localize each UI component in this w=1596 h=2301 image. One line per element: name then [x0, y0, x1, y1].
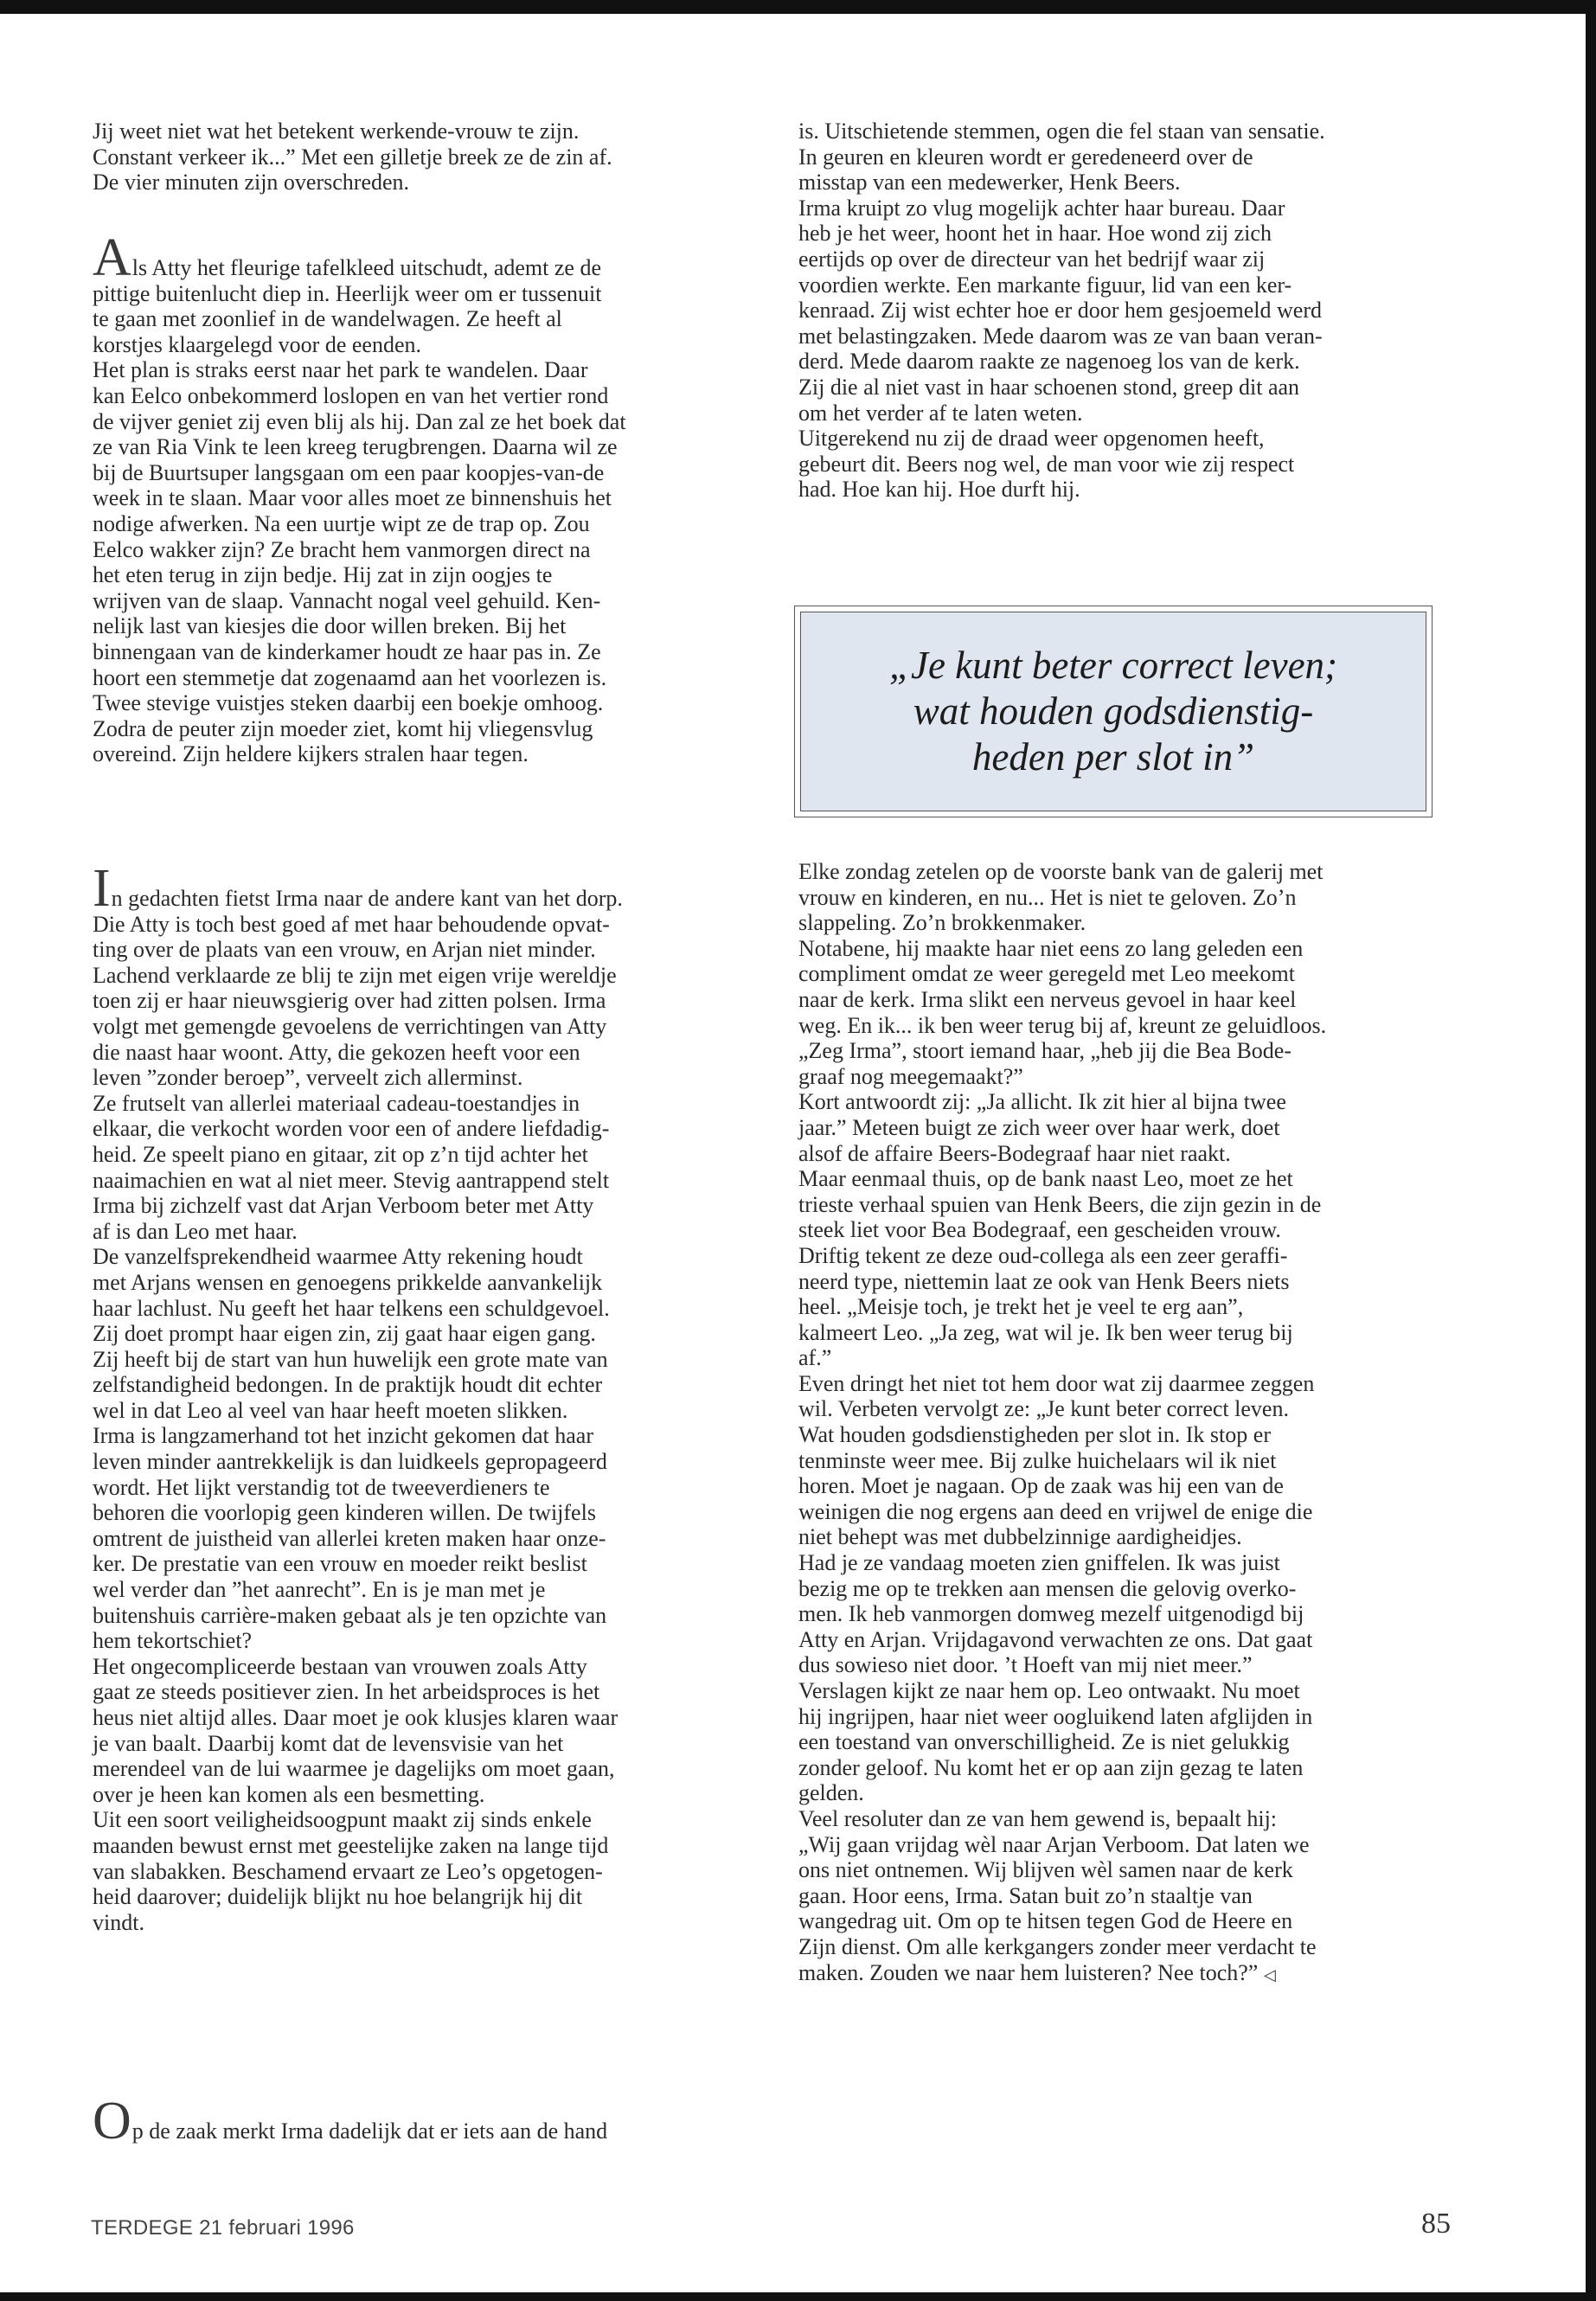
text-line: heid. Ze speelt piano en gitaar, zit op z’n tijd achter het	[93, 1141, 588, 1167]
text-line: eertijds op over de directeur van het bedrijf waar zij	[798, 246, 1266, 272]
text-line: compliment omdat ze weer geregeld met Leo meekomt	[798, 961, 1295, 987]
text-line: hoort een stemmetje dat zogenaamd aan het voorlezen is.	[93, 664, 607, 690]
dropcap-o: O	[93, 2092, 131, 2150]
text-line: Uit een soort veiligheidsoogpunt maakt zij sinds enkele	[93, 1807, 592, 1833]
text-line: Irma bij zichzelf vast dat Arjan Verboom beter met Atty	[93, 1193, 594, 1219]
text-line: zelfstandigheid bedongen. In de praktijk houdt dit echter	[93, 1372, 603, 1398]
section-irma-lines	[93, 912, 776, 1936]
text-line: Ze frutselt van allerlei materiaal cadeau-toestandjes in	[93, 1090, 580, 1116]
right-column-top	[798, 119, 1443, 503]
text-line: niet behept was met dubbelzinnige aardigheidjes.	[798, 1524, 1242, 1550]
text-line: Eelco wakker zijn? Ze bracht hem vanmorgen direct na	[93, 536, 591, 562]
text-line: Zij die al niet vast in haar schoenen stond, greep dit aan	[798, 374, 1300, 400]
text-line: wordt. Het lijkt verstandig tot de tweeverdieners te	[93, 1474, 550, 1500]
text-line: om het verder af te laten weten.	[798, 400, 1083, 426]
text-line: kalmeert Leo. „Ja zeg, wat wil je. Ik ben weer terug bij	[798, 1319, 1293, 1345]
text-line: ls Atty het fleurige tafelkleed uitschudt, ademt ze de	[131, 255, 601, 280]
text-line: Zijn dienst. Om alle kerkgangers zonder meer verdacht te	[798, 1933, 1317, 1959]
text-line: Lachend verklaarde ze blij te zijn met eigen vrije wereldje	[93, 962, 617, 988]
end-mark-icon: ◁	[1263, 1965, 1276, 1984]
text-line: kan Eelco onbekommerd loslopen en van het vertier rond	[93, 382, 609, 408]
text-line: zonder geloof. Nu komt het er op aan zijn gezag te laten	[798, 1754, 1304, 1780]
text-line: Irma kruipt zo vlug mogelijk achter haar bureau. Daar	[798, 195, 1285, 221]
text-line: had. Hoe kan hij. Hoe durft hij.	[798, 477, 1080, 503]
pull-quote-inner	[800, 612, 1426, 811]
dropcap-a: A	[93, 228, 131, 287]
text-line: te gaan met zoonlief in de wandelwagen. Ze heeft al	[93, 306, 562, 332]
section-first-line	[93, 228, 776, 287]
text-line: Maar eenmaal thuis, op de bank naast Leo, moet ze het	[798, 1166, 1293, 1192]
text-line: weinigen die nog ergens aan deed en vrijwel de enige die	[798, 1498, 1313, 1524]
text-line: Jij weet niet wat het betekent werkende-vrouw te zijn.	[93, 119, 580, 144]
text-line: ting over de plaats van een vrouw, en Arjan niet minder.	[93, 937, 596, 963]
text-line: maanden bewust ernst met geestelijke zaken na lange tijd	[93, 1832, 609, 1858]
text-line: In geuren en kleuren wordt er geredeneerd over de	[798, 144, 1253, 170]
text-line: p de zaak merkt Irma dadelijk dat er iets aan de hand	[131, 2118, 608, 2144]
text-line: Veel resoluter dan ze van hem gewend is, bepaalt hij:	[798, 1805, 1278, 1831]
text-line: trieste verhaal spuien van Henk Beers, die zijn gezin in de	[798, 1191, 1322, 1217]
text-line: Notabene, hij maakte haar niet eens zo lang geleden een	[798, 935, 1304, 961]
text-line: week in te slaan. Maar voor alles moet ze binnenshuis het	[93, 485, 612, 511]
text-line: bezig me op te trekken aan mensen die gelovig overko-	[798, 1575, 1297, 1601]
text-line: n gedachten fietst Irma naar de andere kant van het dorp.	[111, 886, 623, 911]
text-line: weg. En ik... ik ben weer terug bij af, kreunt ze geluidloos.	[798, 1012, 1327, 1038]
text-line: heb je het weer, hoont het in haar. Hoe wond zij zich	[798, 221, 1272, 247]
final-line	[798, 1960, 1443, 1989]
text-line: jaar.” Meteen buigt ze zich weer over haar werk, doet	[798, 1114, 1280, 1140]
text-line: behoren die voorlopig geen kinderen willen. De twijfels	[93, 1500, 596, 1526]
pull-quote-line: „Je kunt beter correct leven;	[888, 644, 1338, 687]
text-line: Constant verkeer ik...” Met een gilletje breek ze de zin af.	[93, 144, 612, 170]
text-line: Even dringt het niet tot hem door wat zij daarmee zeggen	[798, 1370, 1315, 1396]
text-line: Zij doet prompt haar eigen zin, zij gaat haar eigen gang.	[93, 1321, 596, 1347]
text-line: gaat ze steeds positiever zien. In het arbeidsproces is het	[93, 1679, 600, 1705]
text-line: wangedrag uit. Om op te hitsen tegen God de Heere en	[798, 1908, 1293, 1934]
text-line: naar de kerk. Irma slikt een nerveus gevoel in haar keel	[798, 986, 1297, 1012]
text-line: heel. „Meisje toch, je trekt het je veel te erg aan”,	[798, 1294, 1244, 1320]
text-line: het eten terug in zijn bedje. Hij zat in zijn oogjes te	[93, 562, 553, 588]
text-line: gebeurt dit. Beers nog wel, de man voor wie zij respect	[798, 451, 1295, 477]
text-line: Irma is langzamerhand tot het inzicht gekomen dat haar	[93, 1423, 593, 1449]
text-line: een toestand van onverschilligheid. Ze is niet gelukkig	[798, 1729, 1290, 1755]
text-line: elkaar, die verkocht worden voor een of andere liefdadig-	[93, 1116, 610, 1142]
text-line: Had je ze vandaag moeten zien gniffelen. Ik was juist	[798, 1550, 1280, 1576]
text-line: bij de Buurtsuper langsgaan om een paar koopjes-van-de	[93, 459, 605, 485]
text-line: Twee stevige vuistjes steken daarbij een boekje omhoog.	[93, 690, 604, 716]
text-line: pittige buitenlucht diep in. Heerlijk weer om er tussenuit	[93, 280, 602, 306]
intro-paragraph	[93, 119, 776, 195]
text-line: steek liet voor Bea Bodegraaf, een gescheiden vrouw.	[798, 1217, 1281, 1243]
text-line: je van baalt. Daarbij komt dat de levensvisie van het	[93, 1730, 564, 1756]
text-line: met belastingzaken. Mede daarom was ze van baan veran-	[798, 323, 1323, 349]
text-line: nodige afwerken. Na een uurtje wipt ze de trap op. Zou	[93, 510, 590, 536]
section-first-line	[93, 859, 776, 918]
publication-footer: TERDEGE 21 februari 1996	[91, 2216, 355, 2240]
text-line: maken. Zouden we naar hem luisteren? Nee toch?”	[798, 1959, 1259, 1985]
text-line: Atty en Arjan. Vrijdagavond verwachten ze ons. Dat gaat	[798, 1626, 1313, 1652]
section-atty-lines	[93, 281, 776, 767]
section-irma	[93, 859, 776, 1935]
text-line: overeind. Zijn heldere kijkers stralen haar tegen.	[93, 741, 529, 767]
text-line: gelden.	[798, 1780, 864, 1806]
text-line: nelijk last van kiesjes die door willen breken. Bij het	[93, 613, 567, 639]
text-line: merendeel van de lui waarmee je dagelijks om moet gaan,	[93, 1756, 615, 1782]
text-line: omtrent de juistheid van allerlei kreten maken haar onze-	[93, 1525, 606, 1551]
right-bottom-lines	[798, 859, 1443, 1960]
text-line: is. Uitschietende stemmen, ogen die fel staan van sensatie.	[798, 119, 1325, 144]
text-line: Zodra de peuter zijn moeder ziet, komt hij vliegensvlug	[93, 715, 593, 741]
text-line: Uitgerekend nu zij de draad weer opgenomen heeft,	[798, 426, 1265, 452]
text-line: af.”	[798, 1345, 832, 1371]
text-line: De vanzelfsprekendheid waarmee Atty rekening houdt	[93, 1244, 583, 1270]
text-line: Wat houden godsdienstigheden per slot in. Ik stop er	[798, 1422, 1271, 1448]
text-line: met Arjans wensen en genoegens prikkelde aanvankelijk	[93, 1269, 603, 1295]
pull-quote-box	[794, 606, 1433, 817]
text-line: alsof de affaire Beers-Bodegraaf haar niet raakt.	[798, 1140, 1231, 1166]
right-column-bottom	[798, 859, 1443, 1988]
page-number: 85	[1421, 2208, 1451, 2240]
text-line: men. Ik heb vanmorgen domweg mezelf uitgenodigd bij	[798, 1601, 1304, 1627]
text-line: De vier minuten zijn overschreden.	[93, 170, 410, 195]
pull-quote-text	[871, 643, 1356, 780]
text-line: van slabakken. Beschamend ervaart ze Leo’s opgetogen-	[93, 1858, 603, 1884]
text-line: voordien werkte. Een markante figuur, lid van een ker-	[798, 272, 1292, 298]
section-first-line	[93, 2092, 776, 2150]
text-line: ons niet ontnemen. Wij blijven wèl samen naar de kerk	[798, 1857, 1293, 1883]
text-line: toen zij er haar nieuwsgierig over had zitten polsen. Irma	[93, 988, 606, 1014]
text-line: Het ongecompliceerde bestaan van vrouwen zoals Atty	[93, 1653, 587, 1679]
text-line: heus niet altijd alles. Daar moet je ook klusjes klaren waar	[93, 1705, 619, 1730]
text-line: wrijven van de slaap. Vannacht nogal veel gehuild. Ken-	[93, 587, 601, 613]
pull-quote-line: heden per slot in”	[971, 735, 1255, 779]
text-line: heid daarover; duidelijk blijkt nu hoe belangrijk hij dit	[93, 1884, 583, 1910]
text-line: neerd type, niettemin laat ze ook van Henk Beers niets	[798, 1268, 1290, 1294]
text-line: binnengaan van de kinderkamer houdt ze haar pas in. Ze	[93, 638, 601, 664]
text-line: vindt.	[93, 1909, 144, 1935]
text-line: ker. De prestatie van een vrouw en moeder reikt beslist	[93, 1551, 587, 1577]
text-line: Verslagen kijkt ze naar hem op. Leo ontwaakt. Nu moet	[798, 1678, 1300, 1703]
text-line: Driftig tekent ze deze oud-collega als een zeer geraffi-	[798, 1242, 1288, 1268]
pull-quote-line: wat houden godsdienstig-	[913, 689, 1314, 733]
text-line: gaan. Hoor eens, Irma. Satan buit zo’n staaltje van	[798, 1882, 1253, 1908]
text-line: korstjes klaargelegd voor de eenden.	[93, 331, 421, 357]
text-line: naaimachien en wat al niet meer. Stevig aantrappend stelt	[93, 1167, 610, 1193]
text-line: wel in dat Leo al veel van haar heeft moeten slikken.	[93, 1397, 568, 1423]
text-line: graaf nog meegemaakt?”	[798, 1063, 1023, 1089]
text-line: dus sowieso niet door. ’t Hoeft van mij niet meer.”	[798, 1652, 1253, 1678]
text-line: hem tekortschiet?	[93, 1628, 253, 1654]
section-atty	[93, 228, 776, 767]
text-line: „Wij gaan vrijdag wèl naar Arjan Verboom. Dat laten we	[798, 1831, 1310, 1857]
text-line: wil. Verbeten vervolgt ze: „Je kunt beter correct leven.	[798, 1396, 1289, 1422]
text-line: „Zeg Irma”, stoort iemand haar, „heb jij die Bea Bode-	[798, 1038, 1292, 1064]
text-line: over je heen kan komen als een besmetting.	[93, 1781, 485, 1807]
text-line: haar lachlust. Nu geeft het haar telkens een schuldgevoel.	[93, 1295, 610, 1321]
text-line: Kort antwoordt zij: „Ja allicht. Ik zit hier al bijna twee	[798, 1089, 1286, 1115]
right-top-lines	[798, 119, 1443, 503]
text-line: vrouw en kinderen, en nu... Het is niet te geloven. Zo’n	[798, 884, 1297, 910]
dropcap-i: I	[93, 859, 111, 918]
text-line: de vijver geniet zij even blij als hij. Dan zal ze het boek dat	[93, 408, 626, 434]
text-line: wel verder dan ”het aanrecht”. En is je man met je	[93, 1577, 546, 1603]
text-line: Elke zondag zetelen op de voorste bank van de galerij met	[798, 859, 1324, 884]
text-line: Het plan is straks eerst naar het park te wandelen. Daar	[93, 357, 588, 383]
text-line: volgt met gemengde gevoelens de verrichtingen van Atty	[93, 1013, 607, 1039]
text-line: slappeling. Zo’n brokkenmaker.	[798, 910, 1086, 936]
text-line: derd. Mede daarom raakte ze nagenoeg los van de kerk.	[798, 349, 1300, 375]
text-line: Die Atty is toch best goed af met haar behoudende opvat-	[93, 911, 610, 937]
text-line: tenminste weer mee. Bij zulke huichelaars wil ik niet	[798, 1447, 1277, 1473]
text-line: horen. Moet je nagaan. Op de zaak was hij een van de	[798, 1473, 1284, 1499]
text-line: ze van Ria Vink te leen kreeg terugbrengen. Daarna wil ze	[93, 434, 618, 460]
text-line: buitenshuis carrière-maken gebaat als je ten opzichte van	[93, 1602, 607, 1628]
text-line: die naast haar woont. Atty, die gekozen heeft voor een	[93, 1039, 580, 1065]
text-line: misstap van een medewerker, Henk Beers.	[798, 170, 1181, 195]
text-line: leven ”zonder beroep”, verveelt zich allerminst.	[93, 1065, 523, 1091]
text-line: leven minder aantrekkelijk is dan luidkeels gepropageerd	[93, 1449, 607, 1475]
text-line: Zij heeft bij de start van hun huwelijk een grote mate van	[93, 1346, 608, 1372]
section-zaak	[93, 2092, 776, 2150]
text-line: af is dan Leo met haar.	[93, 1218, 298, 1244]
text-line: hij ingrijpen, haar niet weer oogluikend laten afglijden in	[798, 1703, 1313, 1729]
text-line: kenraad. Zij wist echter hoe er door hem gesjoemeld werd	[798, 298, 1322, 324]
